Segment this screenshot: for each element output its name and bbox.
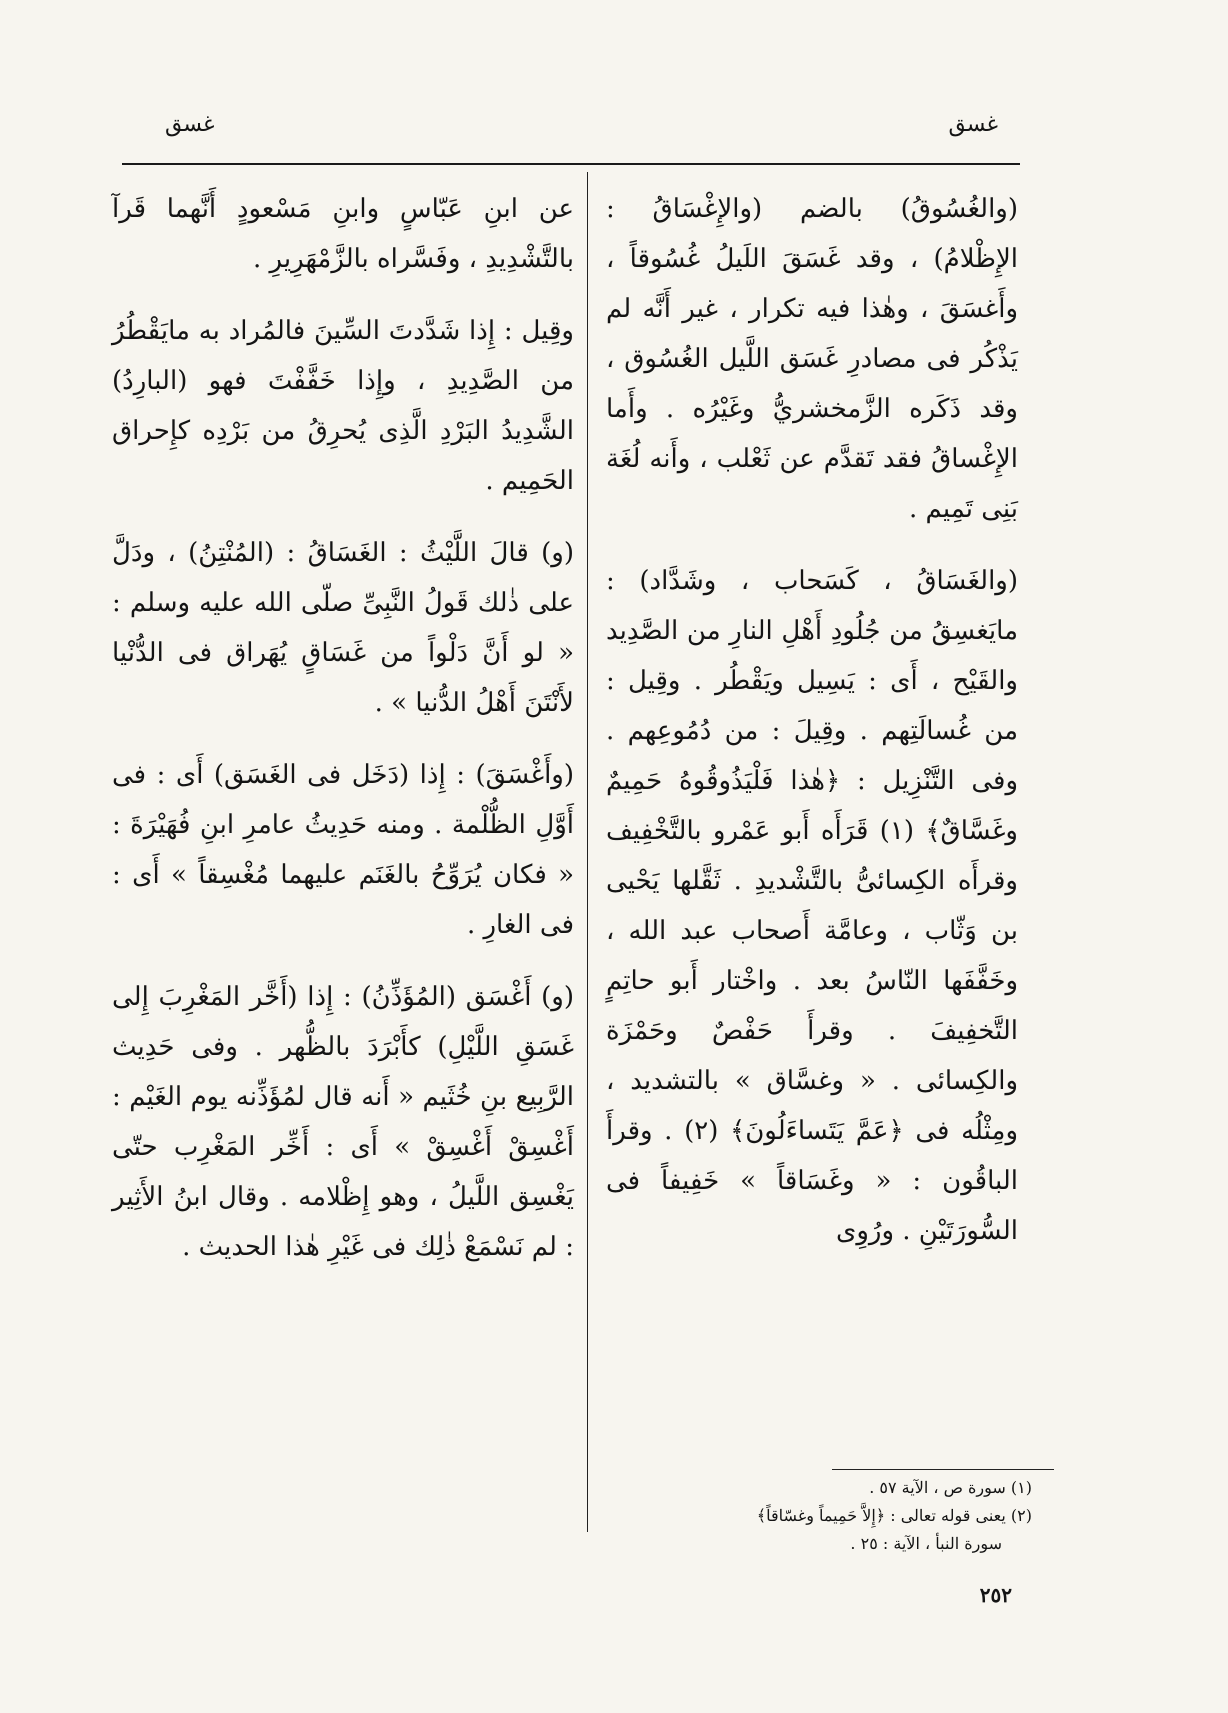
- footnote-rule: [832, 1469, 1054, 1470]
- paragraph: وقِيل : إِذا شَدَّدتَ السِّينَ فالمُراد به مايَقْطُرُ من الصَّدِيدِ ، وإِذا خَفَّفْتَ فهو (البارِدُ) الشَّدِيدُ البَرْدِ الَّذِى يُحرِقُ من بَرْدِه كإِحراق الحَمِيم .: [112, 316, 574, 496]
- paragraph: (والغُسُوقُ) بالضم (والإِغْسَاقُ : الإِظْلامُ) ، وقد غَسَقَ اللَيلُ غُسُوقاً ، وأَغسَقَ ، وهٰذا فيه تكرار ، غير أَنَّه لم يَذْكُر فى مصادرِ غَسَق اللَّيل الغُسُوق ، وقد ذَكَره الزَّمخشريُّ وغَيْرُه . وأَما الإِغْساقُ فقد تَقدَّم عن ثَعْلب ، وأَنه لُغَة بَنِى تَمِيم .: [606, 194, 1018, 524]
- paragraph: (والغَسَاقُ ، كَسَحاب ، وشَدَّاد) : مايَغسِقُ من جُلُودِ أَهْلِ النارِ من الصَّدِيد والقَيْح ، أَى : يَسِيل ويَقْطُر . وقِيل : من غُسالَتِهم . وقِيلَ : من دُمُوعِهم . وفى التَّنْزِيل : ﴿هٰذا فَلْيَذُوقُوهُ حَمِيمٌ وغَسَّاقٌ﴾ (١) قَرَأَه أَبو عَمْرو بالتَّخْفِيف وقرأَه الكِسائىُّ بالتَّشْديدِ . ثَقَّلها يَحْيى بن وَثّاب ، وعامَّة أَصحاب عبد الله ، وخَفَّفَها النّاسُ بعد . واخْتار أَبو حاتِمٍ التَّخفِيفَ . وقرأَ حَفْصٌ وحَمْزَة والكِسائى . « وغسَّاق » بالتشديد ، ومِثْلُه فى ﴿عَمَّ يَتَساءَلُونَ﴾ (٢) . وقرأَ الباقُون : « وغَسَاقاً » خَفِيفاً فى السُّورَتَيْنِ . ورُوِى: [606, 566, 1018, 1246]
- left-column: [112, 184, 574, 1294]
- right-column: [606, 184, 1018, 1278]
- running-header-right: غسق: [948, 112, 998, 137]
- running-header-left: غسق: [165, 112, 215, 137]
- footnotes: [612, 1474, 1032, 1558]
- footnote-2-continuation: سورة النبأ ، الآية : ٢٥ .: [850, 1534, 1002, 1553]
- paragraph: (و) أَغْسَق (المُؤَذِّنُ) : إِذا (أَخَّر المَغْرِبَ إِلى غَسَقِ اللَّيْلِ) كأَبْرَدَ بالظُّهر . وفى حَدِيث الرَّبِيع بنِ خُثَيم « أَنه قال لمُؤَذِّنه يوم الغَيْم : أَغْسِقْ أَغْسِقْ » أَى : أَخِّر المَغْرِب حتّى يَغْسِق اللَّيلُ ، وهو إِظْلامه . وقال ابنُ الأَثِير : لم نَسْمَعْ ذٰلِك فى غَيْرِ هٰذا الحديث .: [112, 982, 574, 1262]
- paragraph: (و) قالَ اللَّيْثُ : الغَسَاقُ : (المُنْتِنُ) ، ودَلَّ على ذٰلك قَولُ النَّبِىِّ صلّى الله عليه وسلم : « لو أَنَّ دَلْواً من غَسَاقٍ يُهَراق فى الدُّنْيا لأَنْتَنَ أَهْلُ الدُّنيا » .: [112, 538, 574, 718]
- footnote-2: (٢) يعنى قوله تعالى : ﴿إِلاَّ حَمِيماً وغسّاقاً﴾: [756, 1506, 1032, 1525]
- page-number: ٢٥٢: [979, 1583, 1012, 1607]
- footnote-1: (١) سورة ص ، الآية ٥٧ .: [869, 1478, 1032, 1497]
- paragraph: (وأَغْسَقَ) : إِذا (دَخَل فى الغَسَق) أَى : فى أَوَّلِ الظُّلْمة . ومنه حَدِيثُ عامرِ ابنِ فُهَيْرَةَ : « فكان يُرَوِّحُ بالغَنَم عليهما مُغْسِقاً » أَى : فى الغارِ .: [112, 760, 574, 940]
- header-rule: [122, 163, 1020, 165]
- paragraph: عن ابنِ عَبّاسٍ وابنِ مَسْعودٍ أَنَّهما قَرآ بالتَّشْدِيدِ ، وفَسَّراه بالزَّمْهَرِيرِ .: [112, 194, 574, 274]
- column-divider: [587, 172, 588, 1532]
